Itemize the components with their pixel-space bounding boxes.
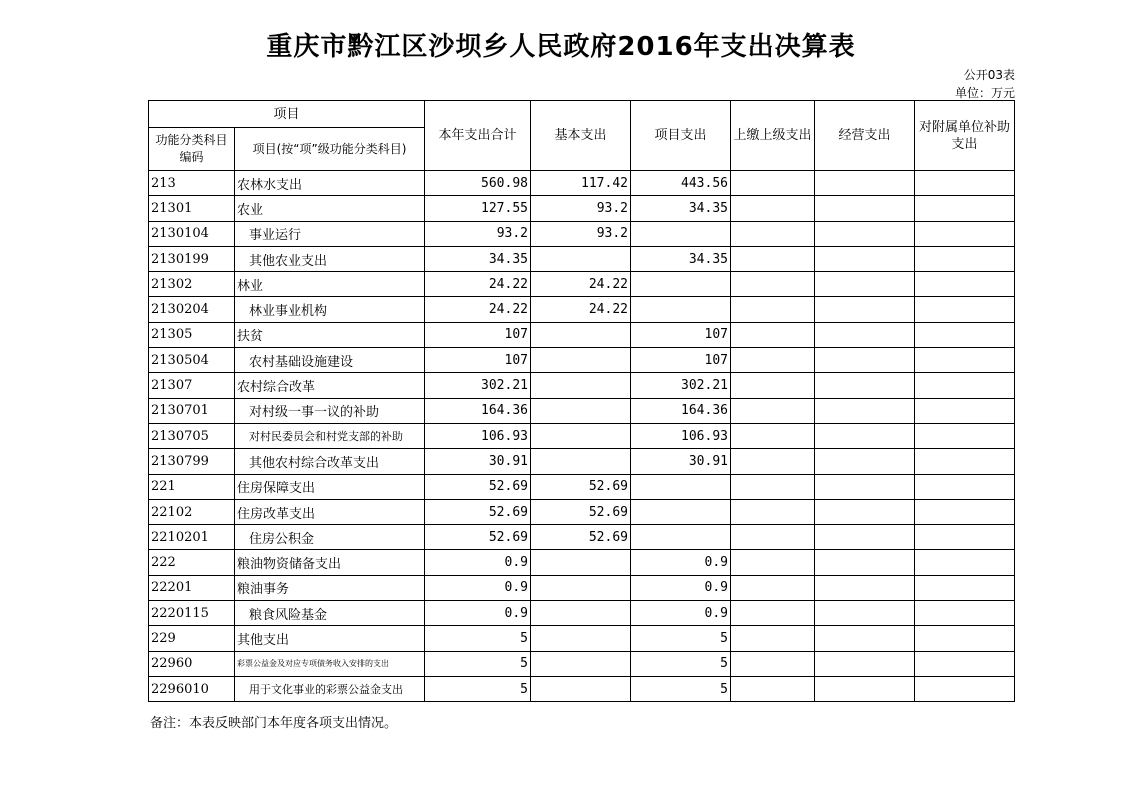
row-name: 农业 [235, 196, 425, 221]
row-business [815, 651, 915, 676]
row-code: 2130705 [149, 423, 235, 448]
row-upper [731, 474, 815, 499]
row-basic [531, 449, 631, 474]
header-business: 经营支出 [815, 101, 915, 171]
row-upper [731, 601, 815, 626]
row-basic: 117.42 [531, 171, 631, 196]
row-upper [731, 246, 815, 271]
row-code: 2130504 [149, 348, 235, 373]
row-basic: 24.22 [531, 297, 631, 322]
row-business [815, 171, 915, 196]
row-business [815, 525, 915, 550]
row-basic: 52.69 [531, 525, 631, 550]
table-row [149, 575, 1015, 600]
header-total: 本年支出合计 [425, 101, 531, 171]
row-upper [731, 423, 815, 448]
row-name: 其他农业支出 [235, 246, 425, 271]
table-row [149, 550, 1015, 575]
row-total: 164.36 [425, 398, 531, 423]
row-upper [731, 322, 815, 347]
row-subsidy [915, 196, 1015, 221]
row-total: 52.69 [425, 499, 531, 524]
form-code: 公开03表 [963, 68, 1015, 82]
row-upper [731, 348, 815, 373]
row-total: 24.22 [425, 297, 531, 322]
row-upper [731, 449, 815, 474]
table-row [149, 423, 1015, 448]
row-code: 222 [149, 550, 235, 575]
row-basic [531, 651, 631, 676]
row-project: 30.91 [631, 449, 731, 474]
row-total: 107 [425, 322, 531, 347]
header-name: 项目(按“项”级功能分类科目) [235, 128, 425, 171]
row-basic [531, 246, 631, 271]
row-business [815, 626, 915, 651]
row-subsidy [915, 525, 1015, 550]
row-business [815, 348, 915, 373]
header-item: 项目 [149, 101, 425, 128]
row-code: 2130204 [149, 297, 235, 322]
row-total: 5 [425, 676, 531, 701]
row-basic [531, 322, 631, 347]
row-project [631, 297, 731, 322]
row-subsidy [915, 423, 1015, 448]
row-subsidy [915, 272, 1015, 297]
row-name: 用于文化事业的彩票公益金支出 [235, 676, 425, 701]
row-business [815, 601, 915, 626]
footnote: 备注：本表反映部门本年度各项支出情况。 [150, 716, 398, 731]
row-upper [731, 626, 815, 651]
row-project: 34.35 [631, 246, 731, 271]
table-body [149, 171, 1015, 702]
row-upper [731, 196, 815, 221]
row-subsidy [915, 550, 1015, 575]
row-basic: 93.2 [531, 221, 631, 246]
row-basic [531, 676, 631, 701]
row-total: 0.9 [425, 575, 531, 600]
row-business [815, 676, 915, 701]
row-name: 农村基础设施建设 [235, 348, 425, 373]
table-row [149, 525, 1015, 550]
row-code: 22960 [149, 651, 235, 676]
expenditure-table [148, 100, 1015, 702]
row-subsidy [915, 373, 1015, 398]
header-basic: 基本支出 [531, 101, 631, 171]
row-code: 221 [149, 474, 235, 499]
row-name: 林业事业机构 [235, 297, 425, 322]
table-row [149, 221, 1015, 246]
row-subsidy [915, 246, 1015, 271]
row-name: 其他农村综合改革支出 [235, 449, 425, 474]
row-name: 粮油物资储备支出 [235, 550, 425, 575]
row-name: 农村综合改革 [235, 373, 425, 398]
row-project [631, 474, 731, 499]
row-upper [731, 525, 815, 550]
row-project: 5 [631, 626, 731, 651]
row-project: 0.9 [631, 550, 731, 575]
row-project [631, 221, 731, 246]
header-upper: 上缴上级支出 [731, 101, 815, 171]
row-name: 林业 [235, 272, 425, 297]
row-total: 127.55 [425, 196, 531, 221]
row-name: 粮食风险基金 [235, 601, 425, 626]
row-code: 21301 [149, 196, 235, 221]
row-subsidy [915, 499, 1015, 524]
row-upper [731, 373, 815, 398]
row-subsidy [915, 474, 1015, 499]
row-name: 事业运行 [235, 221, 425, 246]
row-subsidy [915, 322, 1015, 347]
row-project: 0.9 [631, 601, 731, 626]
row-project [631, 499, 731, 524]
row-code: 2130799 [149, 449, 235, 474]
row-code: 22201 [149, 575, 235, 600]
table-row [149, 626, 1015, 651]
row-total: 34.35 [425, 246, 531, 271]
row-business [815, 221, 915, 246]
row-subsidy [915, 398, 1015, 423]
row-project [631, 272, 731, 297]
row-code: 2130104 [149, 221, 235, 246]
row-name: 彩票公益金及对应专项债务收入安排的支出 [235, 651, 425, 676]
row-upper [731, 297, 815, 322]
row-name: 农林水支出 [235, 171, 425, 196]
row-name: 对村级一事一议的补助 [235, 398, 425, 423]
row-total: 0.9 [425, 550, 531, 575]
row-code: 21305 [149, 322, 235, 347]
row-project: 106.93 [631, 423, 731, 448]
row-subsidy [915, 676, 1015, 701]
row-basic [531, 398, 631, 423]
table-row [149, 322, 1015, 347]
row-code: 21302 [149, 272, 235, 297]
row-basic [531, 348, 631, 373]
row-total: 106.93 [425, 423, 531, 448]
row-business [815, 373, 915, 398]
row-business [815, 398, 915, 423]
row-total: 52.69 [425, 474, 531, 499]
row-subsidy [915, 449, 1015, 474]
row-name: 住房保障支出 [235, 474, 425, 499]
row-name: 粮油事务 [235, 575, 425, 600]
row-project: 302.21 [631, 373, 731, 398]
row-project [631, 525, 731, 550]
table-row [149, 398, 1015, 423]
row-business [815, 246, 915, 271]
row-project: 5 [631, 651, 731, 676]
row-business [815, 499, 915, 524]
row-subsidy [915, 601, 1015, 626]
row-subsidy [915, 575, 1015, 600]
row-project: 5 [631, 676, 731, 701]
row-business [815, 297, 915, 322]
row-basic: 24.22 [531, 272, 631, 297]
row-total: 5 [425, 626, 531, 651]
row-upper [731, 272, 815, 297]
row-code: 213 [149, 171, 235, 196]
row-project: 164.36 [631, 398, 731, 423]
row-name: 住房改革支出 [235, 499, 425, 524]
row-basic [531, 601, 631, 626]
row-upper [731, 221, 815, 246]
row-code: 229 [149, 626, 235, 651]
table-row [149, 676, 1015, 701]
table-row [149, 651, 1015, 676]
row-subsidy [915, 297, 1015, 322]
table-row [149, 348, 1015, 373]
row-upper [731, 171, 815, 196]
row-project: 107 [631, 322, 731, 347]
table-row [149, 272, 1015, 297]
row-basic [531, 373, 631, 398]
row-total: 30.91 [425, 449, 531, 474]
row-upper [731, 575, 815, 600]
row-name: 对村民委员会和村党支部的补助 [235, 423, 425, 448]
row-code: 2210201 [149, 525, 235, 550]
row-total: 24.22 [425, 272, 531, 297]
row-code: 22102 [149, 499, 235, 524]
row-business [815, 449, 915, 474]
row-total: 5 [425, 651, 531, 676]
row-basic: 52.69 [531, 499, 631, 524]
row-upper [731, 550, 815, 575]
table-row [149, 474, 1015, 499]
row-upper [731, 651, 815, 676]
row-subsidy [915, 626, 1015, 651]
row-upper [731, 499, 815, 524]
row-subsidy [915, 348, 1015, 373]
row-total: 107 [425, 348, 531, 373]
row-code: 2296010 [149, 676, 235, 701]
row-business [815, 550, 915, 575]
row-code: 21307 [149, 373, 235, 398]
table-row [149, 449, 1015, 474]
table-row [149, 601, 1015, 626]
row-code: 2130701 [149, 398, 235, 423]
unit-label: 单位：万元 [954, 86, 1015, 100]
row-total: 302.21 [425, 373, 531, 398]
row-total: 93.2 [425, 221, 531, 246]
table-row [149, 297, 1015, 322]
row-basic: 93.2 [531, 196, 631, 221]
row-basic: 52.69 [531, 474, 631, 499]
header-subsidy: 对附属单位补助支出 [915, 101, 1015, 171]
row-subsidy [915, 221, 1015, 246]
row-basic [531, 575, 631, 600]
table-row [149, 196, 1015, 221]
row-basic [531, 423, 631, 448]
row-upper [731, 676, 815, 701]
row-business [815, 474, 915, 499]
row-name: 扶贫 [235, 322, 425, 347]
table-row [149, 499, 1015, 524]
header-code: 功能分类科目编码 [149, 128, 235, 171]
row-business [815, 575, 915, 600]
row-total: 52.69 [425, 525, 531, 550]
row-total: 560.98 [425, 171, 531, 196]
row-name: 其他支出 [235, 626, 425, 651]
row-basic [531, 626, 631, 651]
row-upper [731, 398, 815, 423]
row-project: 443.56 [631, 171, 731, 196]
row-code: 2220115 [149, 601, 235, 626]
table-row [149, 171, 1015, 196]
row-project: 0.9 [631, 575, 731, 600]
row-business [815, 196, 915, 221]
table-row [149, 373, 1015, 398]
row-total: 0.9 [425, 601, 531, 626]
header-project: 项目支出 [631, 101, 731, 171]
row-basic [531, 550, 631, 575]
row-name: 住房公积金 [235, 525, 425, 550]
row-subsidy [915, 171, 1015, 196]
page-title: 重庆市黔江区沙坝乡人民政府2016年支出决算表 [266, 32, 856, 62]
row-code: 2130199 [149, 246, 235, 271]
row-project: 34.35 [631, 196, 731, 221]
row-business [815, 272, 915, 297]
table-row [149, 246, 1015, 271]
row-subsidy [915, 651, 1015, 676]
row-business [815, 423, 915, 448]
row-business [815, 322, 915, 347]
row-project: 107 [631, 348, 731, 373]
